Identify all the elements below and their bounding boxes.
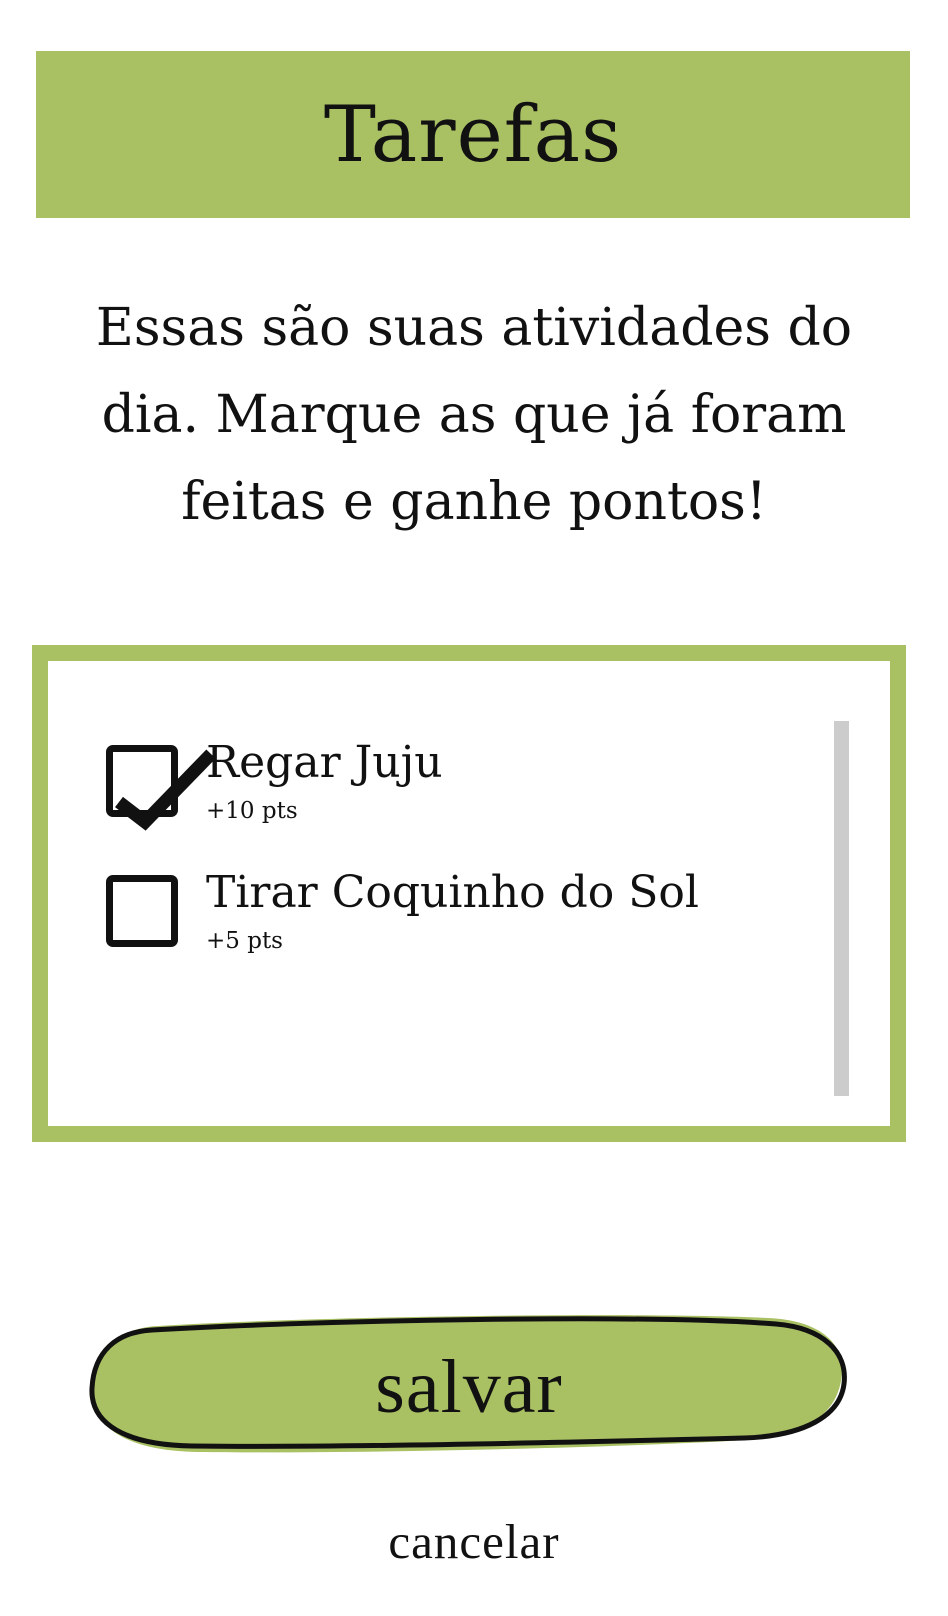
scrollbar[interactable] — [834, 721, 849, 1096]
task-list-panel — [32, 645, 906, 1142]
task-item[interactable] — [106, 719, 746, 849]
page-header — [36, 51, 910, 218]
intro-line: feitas e ganhe pontos! — [181, 472, 767, 532]
intro-text — [30, 285, 918, 546]
task-list — [106, 719, 746, 979]
intro-line: dia. Marque as que já foram — [101, 385, 847, 445]
save-button-label: salvar — [375, 1344, 563, 1429]
intro-line: Essas são suas atividades do — [95, 298, 853, 358]
task-checkbox[interactable] — [106, 875, 178, 947]
page-title: Tarefas — [323, 89, 623, 180]
cancel-link[interactable]: cancelar — [388, 1514, 560, 1569]
task-title: Regar Juju — [206, 737, 443, 788]
save-button[interactable] — [88, 1312, 850, 1462]
task-points: +10 pts — [206, 798, 298, 824]
task-checkbox-checked[interactable] — [106, 745, 178, 817]
task-title: Tirar Coquinho do Sol — [206, 867, 699, 918]
task-item[interactable] — [106, 849, 746, 979]
task-points: +5 pts — [206, 928, 283, 954]
